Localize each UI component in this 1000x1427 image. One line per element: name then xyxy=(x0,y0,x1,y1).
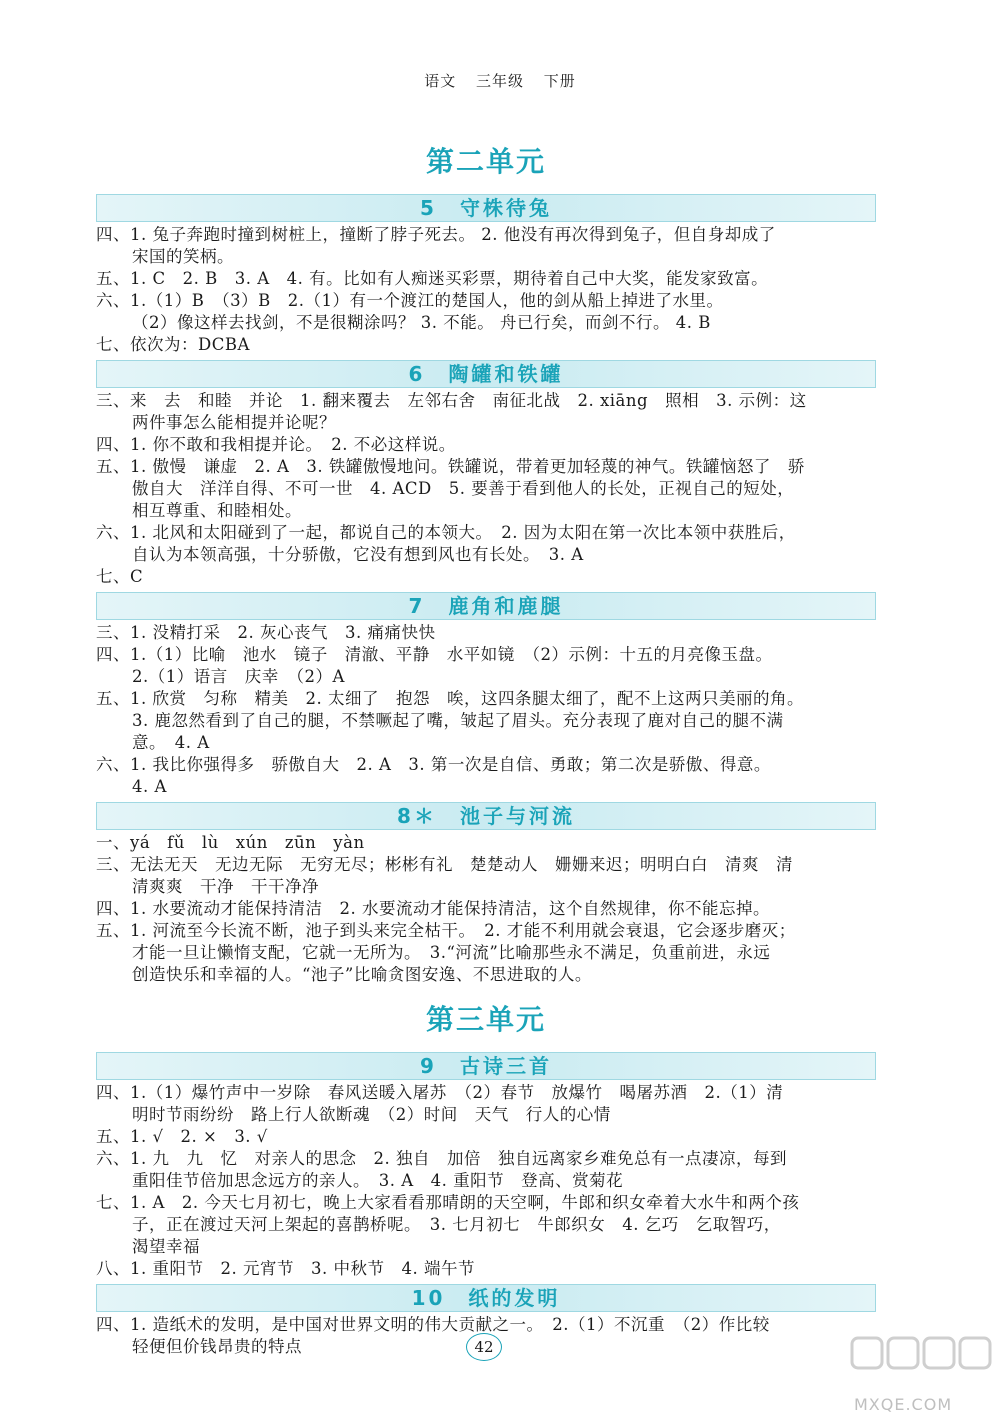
answer-line: （2）像这样去找剑，不是很糊涂吗？ 3. 不能。 舟已行矣，而剑不行。 4. B xyxy=(132,313,711,332)
answer-line: 三、无法无天 无边无际 无穷无尽；彬彬有礼 楚楚动人 姗姗来迟；明明白白 清爽 清 xyxy=(96,855,793,874)
answer-line: 六、1. 九 九 忆 对亲人的思念 2. 独自 加倍 独自远离家乡难免总有一点凄凉，每到 xyxy=(96,1149,787,1168)
answer-line: 四、1. 兔子奔跑时撞到树桩上，撞断了脖子死去。 2. 他没有再次得到兔子，但自身却成了 xyxy=(96,225,776,244)
answer-line: 意。 4. A xyxy=(132,733,210,752)
lesson-title: 8＊ 池子与河流 xyxy=(397,804,575,828)
lesson-title: 7 鹿角和鹿腿 xyxy=(408,594,564,618)
answer-line: 五、1. 欣赏 匀称 精美 2. 太细了 抱怨 唉，这四条腿太细了，配不上这两只美丽的角。 xyxy=(96,689,804,708)
answer-line: 一、yá fǔ lù xún zūn yàn xyxy=(96,833,365,852)
page-header xyxy=(0,70,1000,91)
answer-line: 五、1. C 2. B 3. A 4. 有。比如有人痴迷买彩票，期待着自己中大奖，能发家致富。 xyxy=(96,269,769,288)
answer-line: 五、1. 河流至今长流不断，池子到头来完全枯干。 2. 才能不利用就会衰退，它会逐步磨灭； xyxy=(96,921,796,940)
answer-line: 清爽爽 干净 干干净净 xyxy=(132,877,319,896)
answer-line: 子，正在渡过天河上架起的喜鹊桥呢。 3. 七月初七 牛郎织女 4. 乞巧 乞取智巧， xyxy=(132,1215,781,1234)
lesson-title-bar xyxy=(96,360,876,388)
lesson-title: 9 古诗三首 xyxy=(420,1054,552,1078)
lesson-title: 10 纸的发明 xyxy=(411,1286,561,1310)
answer-line: 相互尊重、和睦相处。 xyxy=(132,501,302,520)
lesson-title-bar xyxy=(96,802,876,830)
watermark-logo xyxy=(846,1330,996,1420)
answer-line: 七、依次为：DCBA xyxy=(96,335,250,354)
lesson-title: 5 守株待兔 xyxy=(420,196,552,220)
lesson-title-bar xyxy=(96,1052,876,1080)
answer-line: 2.（1）语言 庆幸 （2）A xyxy=(132,667,345,686)
answer-line: 四、1.（1）爆竹声中一岁除 春风送暖入屠苏 （2）春节 放爆竹 喝屠苏酒 2.（1）清 xyxy=(96,1083,784,1102)
page-number: 42 xyxy=(466,1333,502,1361)
answer-line: 七、1. A 2. 今天七月初七，晚上大家看看那晴朗的天空啊，牛郎和织女牵着大水牛和两个孩 xyxy=(96,1193,800,1212)
answer-line: 4. A xyxy=(132,777,167,796)
grade-label: 三年级 xyxy=(475,72,524,90)
answer-content xyxy=(96,136,876,1358)
answer-line: 七、C xyxy=(96,567,144,586)
answer-line: 五、1. √ 2. × 3. √ xyxy=(96,1127,268,1146)
watermark-icon xyxy=(846,1330,996,1400)
unit-title-3: 第三单元 xyxy=(425,1003,546,1036)
answer-line: 六、1.（1）B （3）B 2.（1）有一个渡江的楚国人，他的剑从船上掉进了水里。 xyxy=(96,291,724,310)
answer-line: 自认为本领高强，十分骄傲，它没有想到风也有长处。 3. A xyxy=(132,545,584,564)
answer-line: 3. 鹿忽然看到了自己的腿，不禁噘起了嘴，皱起了眉头。充分表现了鹿对自己的腿不满 xyxy=(132,711,784,730)
volume-label: 下册 xyxy=(543,72,576,90)
answer-line: 傲自大 洋洋自得、不可一世 4. ACD 5. 要善于看到他人的长处，正视自己的短处， xyxy=(132,479,795,498)
unit-2-lessons xyxy=(96,194,876,986)
answer-line: 四、1.（1）比喻 池水 镜子 清澈、平静 水平如镜 （2）示例：十五的月亮像玉盘。 xyxy=(96,645,773,664)
answer-line: 轻便但价钱昂贵的特点 xyxy=(132,1337,302,1356)
answer-line: 创造快乐和幸福的人。“池子”比喻贪图安逸、不思进取的人。 xyxy=(132,965,592,984)
answer-line: 两件事怎么能相提并论呢？ xyxy=(132,413,336,432)
answer-line: 八、1. 重阳节 2. 元宵节 3. 中秋节 4. 端午节 xyxy=(96,1259,475,1278)
answer-line: 四、1. 造纸术的发明，是中国对世界文明的伟大贡献之一。 2.（1）不沉重 （2）作比较 xyxy=(96,1315,770,1334)
subject-label: 语文 xyxy=(424,72,457,90)
answer-line: 重阳佳节倍加思念远方的亲人。 3. A 4. 重阳节 登高、赏菊花 xyxy=(132,1171,624,1190)
watermark-text: MXQE.COM xyxy=(854,1395,953,1414)
answer-line: 才能一旦让懒惰支配，它就一无所为。 3.“河流”比喻那些永不满足，负重前进，永远 xyxy=(132,943,771,962)
answer-line: 渴望幸福 xyxy=(132,1237,200,1256)
answer-line: 六、1. 我比你强得多 骄傲自大 2. A 3. 第一次是自信、勇敢；第二次是骄傲、得意。 xyxy=(96,755,771,774)
lesson-title: 6 陶罐和铁罐 xyxy=(408,362,564,386)
answer-line: 四、1. 你不敢和我相提并论。 2. 不必这样说。 xyxy=(96,435,456,454)
answer-line: 明时节雨纷纷 路上行人欲断魂 （2）时间 天气 行人的心情 xyxy=(132,1105,611,1124)
lesson-title-bar xyxy=(96,592,876,620)
answer-line: 三、来 去 和睦 并论 1. 翻来覆去 左邻右舍 南征北战 2. xiāng 照相 3. 示例：这 xyxy=(96,391,807,410)
unit-title-2: 第二单元 xyxy=(425,145,546,178)
lesson-title-bar xyxy=(96,194,876,222)
answer-line: 五、1. 傲慢 谦虚 2. A 3. 铁罐傲慢地问。铁罐说，带着更加轻蔑的神气。铁罐恼怒了 骄 xyxy=(96,457,805,476)
unit-3-lessons xyxy=(96,1052,876,1358)
lesson-title-bar xyxy=(96,1284,876,1312)
answer-line: 宋国的笑柄。 xyxy=(132,247,234,266)
answer-line: 六、1. 北风和太阳碰到了一起，都说自己的本领大。 2. 因为太阳在第一次比本领中获胜后， xyxy=(96,523,796,542)
answer-line: 三、1. 没精打采 2. 灰心丧气 3. 痛痛快快 xyxy=(96,623,436,642)
answer-line: 四、1. 水要流动才能保持清洁 2. 水要流动才能保持清洁，这个自然规律，你不能忘掉。 xyxy=(96,899,770,918)
